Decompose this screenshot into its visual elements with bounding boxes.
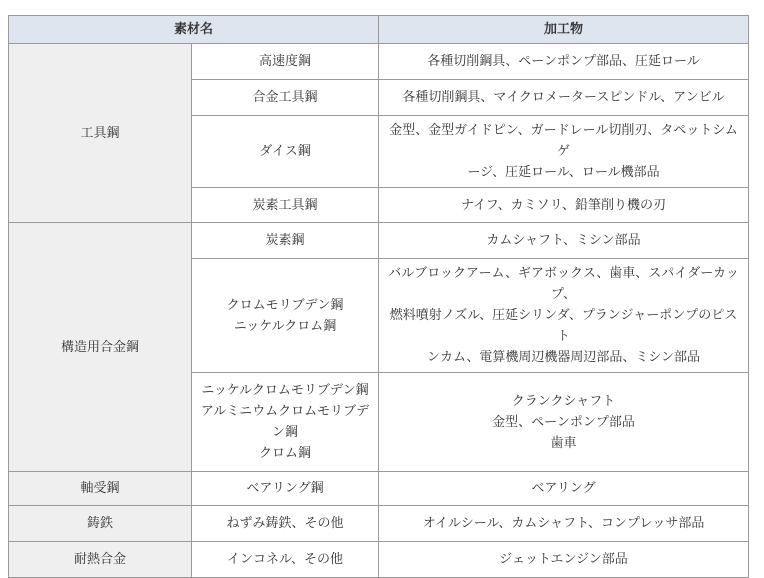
table-body [9, 44, 749, 578]
product-line: カムシャフト、ミシン部品 [486, 233, 641, 248]
product-line: クランクシャフト [511, 393, 616, 409]
material-cell [192, 472, 379, 506]
product-cell [379, 472, 749, 506]
material-line: ニッケルクロム鋼 [233, 318, 337, 334]
header-material: 素材名 [9, 16, 379, 44]
material-cell [192, 542, 379, 578]
material-line: クロム鋼 [259, 446, 312, 461]
material-line: 炭素工具鋼 [252, 197, 318, 213]
material-line: 高速度鋼 [259, 54, 312, 69]
material-line: クロムモリブデン鋼 [226, 297, 344, 313]
product-line: オイルシール、カムシャフト、コンプレッサ部品 [422, 516, 705, 531]
table-row [9, 223, 749, 259]
material-cell [192, 223, 379, 259]
category-cell: 鋳鉄 [9, 506, 192, 542]
product-cell [379, 542, 749, 578]
material-cell [192, 44, 379, 80]
product-cell [379, 373, 749, 472]
table-row [9, 506, 749, 542]
product-line: 燃料噴射ノズル、圧延シリンダ、プランジャーポンプのピスト [389, 308, 738, 344]
product-cell [379, 80, 749, 116]
product-line: 金型、ペーンポンプ部品 [492, 414, 635, 430]
product-cell [379, 259, 749, 373]
material-line: ニッケルクロムモリブデン鋼 [201, 383, 369, 398]
category-cell: 構造用合金鋼 [9, 223, 192, 472]
product-line: ナイフ、カミソリ、鉛筆削り機の刃 [461, 197, 667, 213]
material-line: アルミニウムクロムモリブデ [200, 404, 370, 419]
material-cell [192, 80, 379, 116]
product-line: バルブロックアーム、ギアボックス、歯車、スパイダーカップ、 [388, 266, 739, 302]
product-cell [379, 44, 749, 80]
product-line: 各種切削鋼具、マイクロメータースピンドル、アンビル [402, 90, 725, 105]
category-cell: 工具鋼 [9, 44, 192, 223]
material-line: 合金工具鋼 [252, 90, 318, 105]
material-cell [192, 506, 379, 542]
material-line: ベアリング鋼 [246, 481, 324, 496]
product-cell [379, 116, 749, 188]
table-row [9, 44, 749, 80]
product-line: ンカム、電算機周辺機器周辺部品、ミシン部品 [426, 350, 701, 365]
material-line: ねずみ鋳鉄、その他 [226, 516, 344, 531]
header-product: 加工物 [379, 16, 749, 44]
material-line: ダイス鋼 [259, 144, 311, 159]
material-cell [192, 116, 379, 188]
table-row [9, 542, 749, 578]
product-cell [379, 188, 749, 223]
material-line: 炭素鋼 [265, 233, 305, 248]
product-line: 金型、金型ガイドピン、ガードレール切削刃、タペットシムゲ [389, 123, 738, 159]
material-cell [192, 373, 379, 472]
product-line: ージ、圧延ロール、ロール機部品 [467, 165, 660, 180]
category-cell: 軸受鋼 [9, 472, 192, 506]
material-line: ン鋼 [272, 425, 299, 440]
material-cell [192, 259, 379, 373]
category-cell: 耐熱合金 [9, 542, 192, 578]
header-row [9, 16, 749, 44]
product-cell [379, 506, 749, 542]
product-line: 歯車 [550, 435, 577, 451]
product-line: 各種切削鋼具、ペーンポンプ部品、圧延ロール [427, 54, 700, 69]
product-cell [379, 223, 749, 259]
table-row [9, 472, 749, 506]
material-cell [192, 188, 379, 223]
product-line: ベアリング [531, 481, 596, 496]
product-line: ジェットエンジン部品 [499, 552, 628, 567]
materials-table [8, 15, 749, 578]
material-line: インコネル、その他 [227, 552, 343, 567]
